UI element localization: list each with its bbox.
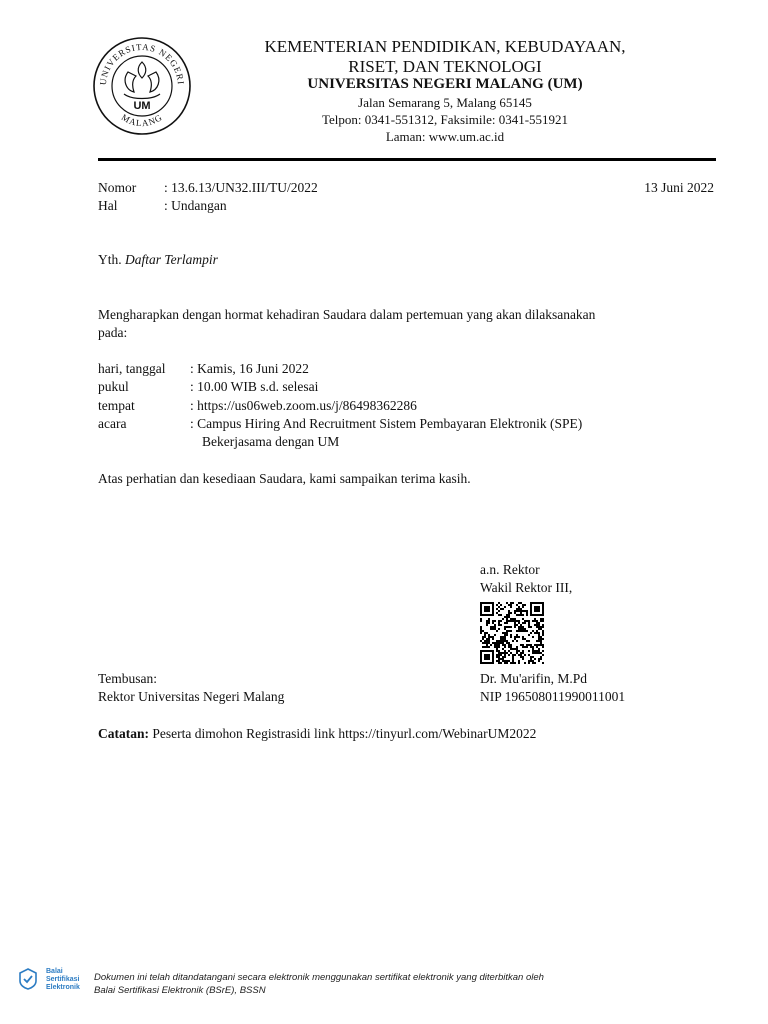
header-divider <box>98 158 716 161</box>
intro-line-1: Mengharapkan dengan hormat kehadiran Saudara dalam pertemuan yang akan dilaksanakan <box>98 307 596 322</box>
cc-label: Tembusan: <box>98 671 158 686</box>
recipient-name: Daftar Terlampir <box>125 252 218 267</box>
bsre-logo-icon <box>18 968 38 990</box>
footer-line-1: Dokumen ini telah ditandatangani secara elektronik menggunakan sertifikat elektronik yang diterbitkan oleh <box>94 972 544 983</box>
cc-item: Rektor Universitas Negeri Malang <box>98 689 285 704</box>
signature-line-2: Wakil Rektor III, <box>480 580 573 595</box>
bsre-text-line-1: Balai <box>46 968 63 975</box>
detail-label-time: pukul <box>98 379 129 394</box>
university-name: UNIVERSITAS NEGERI MALANG (UM) <box>307 76 583 92</box>
bsre-logo-text <box>46 968 80 992</box>
closing-sentence: Atas perhatian dan kesediaan Saudara, kami sampaikan terima kasih. <box>98 471 471 486</box>
bsre-text-line-2: Sertifikasi <box>46 976 80 983</box>
detail-label-place: tempat <box>98 398 135 413</box>
detail-value-place: : https://us06web.zoom.us/j/86498362286 <box>190 398 417 413</box>
recipient-prefix: Yth. <box>98 252 122 267</box>
hal-value: : Undangan <box>164 198 227 213</box>
hal-label: Hal <box>98 198 118 213</box>
qr-code <box>480 602 544 664</box>
detail-value-time: : 10.00 WIB s.d. selesai <box>190 379 319 394</box>
note <box>98 725 536 742</box>
bsre-text-line-3: Elektronik <box>46 984 80 991</box>
detail-value-event-cont: Bekerjasama dengan UM <box>202 434 340 449</box>
nomor-label: Nomor <box>98 180 137 195</box>
signature-line-1: a.n. Rektor <box>480 562 540 577</box>
ministry-line-1: KEMENTERIAN PENDIDIKAN, KEBUDAYAAN, <box>264 37 626 56</box>
svg-text:UM: UM <box>133 100 151 112</box>
recipient <box>98 251 218 268</box>
phone-fax: Telpon: 0341-551312, Faksimile: 0341-551921 <box>321 112 569 127</box>
footer-note <box>94 971 544 997</box>
signer-nip: NIP 196508011990011001 <box>480 689 626 704</box>
signer-name: Dr. Mu'arifin, M.Pd <box>480 671 588 686</box>
note-label: Catatan: <box>98 726 149 741</box>
address: Jalan Semarang 5, Malang 65145 <box>358 95 532 110</box>
detail-value-date: : Kamis, 16 Juni 2022 <box>190 361 309 376</box>
detail-label-date: hari, tanggal <box>98 361 166 376</box>
website: Laman: www.um.ac.id <box>385 129 505 144</box>
note-text: Peserta dimohon Registrasidi link https://tinyurl.com/WebinarUM2022 <box>149 726 537 741</box>
svg-text:MALANG: MALANG <box>119 112 165 129</box>
university-logo <box>92 36 192 136</box>
nomor-value: : 13.6.13/UN32.III/TU/2022 <box>164 180 318 195</box>
letter-date: 13 Juni 2022 <box>644 180 714 195</box>
detail-value-event: : Campus Hiring And Recruitment Sistem Pembayaran Elektronik (SPE) <box>190 416 583 431</box>
footer-line-2: Balai Sertifikasi Elektronik (BSrE), BSSN <box>94 985 266 996</box>
intro-line-2: pada: <box>98 325 128 340</box>
detail-label-event: acara <box>98 416 127 431</box>
ministry-line-2: RISET, DAN TEKNOLOGI <box>348 57 542 76</box>
svg-text:UNIVERSITAS NEGERI: UNIVERSITAS NEGERI <box>97 41 187 86</box>
